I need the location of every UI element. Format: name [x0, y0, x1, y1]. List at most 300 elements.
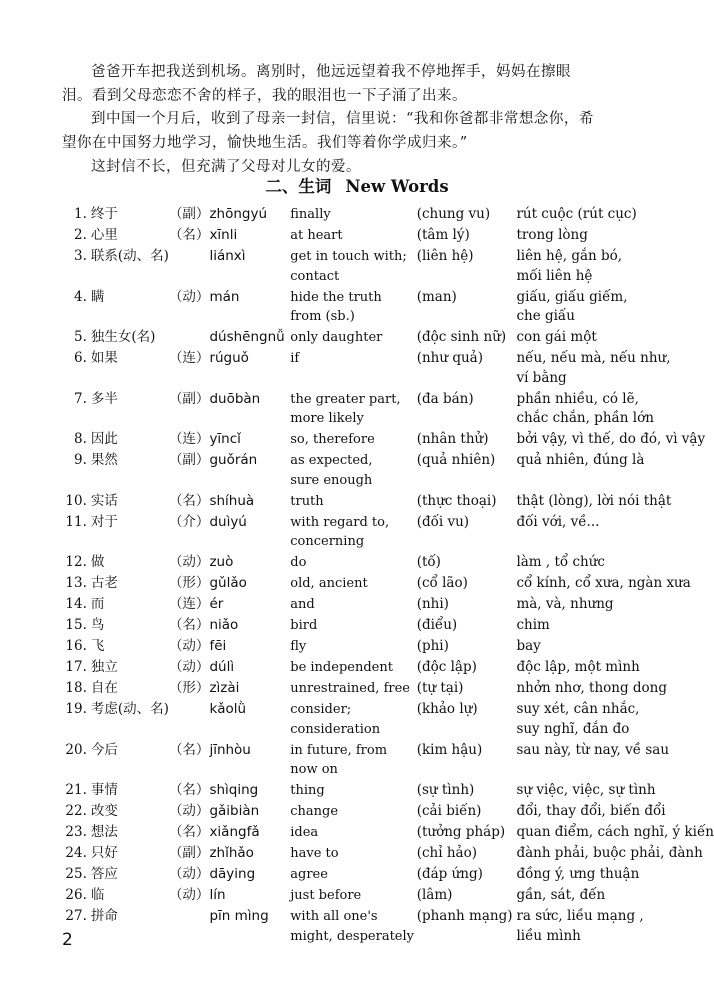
- vocab-part-of-speech: （名）: [168, 492, 210, 509]
- section-title-english: New Words: [345, 177, 449, 196]
- vocab-english-line: in future, from: [290, 742, 388, 758]
- vocab-english-line: bird: [290, 618, 318, 633]
- vocab-chinese-word: 只好: [90, 845, 118, 861]
- vocab-hanviet: [417, 574, 517, 594]
- vocab-english-line: the greater part,: [290, 391, 401, 407]
- vocab-chinese-word: 鸟: [90, 617, 105, 633]
- vocab-row: [60, 288, 714, 327]
- vocab-vietnamese-line: trong lòng: [516, 227, 588, 243]
- vocab-english-line: idea: [290, 825, 319, 840]
- vocab-row: [60, 637, 714, 657]
- vocab-vietnamese-line: quan điểm, cách nghĩ, ý kiến: [516, 824, 714, 840]
- vocab-row: [60, 658, 714, 678]
- vocab-number: 17.: [65, 659, 87, 675]
- vocab-part-of-speech: （介）: [168, 513, 210, 530]
- vocab-chinese-word: 考虑(动、名): [90, 701, 169, 717]
- vocab-hanviet-line: (như quả): [416, 350, 483, 366]
- vocab-english: [290, 616, 416, 636]
- vocab-vietnamese: [516, 907, 714, 946]
- vocab-english-line: just before: [290, 888, 362, 903]
- vocab-part-of-speech: [169, 907, 210, 946]
- vocab-hanviet-line: (kim hậu): [416, 741, 483, 758]
- vocab-english-line: more likely: [290, 411, 364, 426]
- vocab-vietnamese: [516, 513, 714, 552]
- vocab-row: [60, 247, 714, 286]
- vocab-part-of-speech: （动）: [168, 288, 210, 305]
- vocab-hanviet-line: (nhi): [416, 596, 449, 612]
- vocab-number: 9.: [74, 452, 87, 468]
- vocab-chinese-word: 终于: [90, 206, 118, 222]
- vocab-english-line: with all one's: [290, 909, 378, 924]
- vocab-english-line: so, therefore: [290, 432, 375, 447]
- vocab-hanviet: [417, 288, 517, 327]
- text-line: 泪。看到父母恋恋不舍的样子，我的眼泪也一下子涌了出来。: [62, 88, 467, 104]
- vocab-english-line: finally: [290, 207, 331, 222]
- vocab-hanviet-line: (thực thoại): [416, 492, 497, 509]
- vocab-part-of-speech: （名）: [168, 741, 210, 758]
- vocab-part-of-speech: （动）: [168, 866, 210, 882]
- vocab-pinyin: duōbàn: [209, 390, 261, 407]
- vocab-row: [60, 741, 714, 780]
- vocab-chinese-word: 飞: [90, 638, 105, 654]
- vocab-vietnamese-line: [516, 471, 714, 491]
- vocab-row: [60, 679, 714, 699]
- vocab-vietnamese: [516, 886, 714, 906]
- vocab-part-of-speech: （名）: [168, 617, 210, 633]
- vocab-hanviet-line: [417, 369, 517, 389]
- vocab-hanviet: [417, 205, 517, 225]
- vocab-vietnamese: [516, 637, 714, 657]
- vocab-chinese-word: 而: [90, 596, 105, 612]
- vocab-english: [290, 513, 416, 552]
- vocab-english-line: thing: [290, 783, 325, 798]
- vocab-pinyin: kǎolǜ: [209, 701, 247, 717]
- vocab-part-of-speech: [169, 328, 210, 348]
- vocab-pinyin: zuò: [209, 554, 234, 570]
- vocab-number: 21.: [65, 782, 87, 798]
- vocab-pinyin: rúguǒ: [209, 350, 249, 366]
- vocab-vietnamese: [516, 288, 714, 327]
- vocab-part-of-speech: （名）: [168, 824, 210, 840]
- vocab-hanviet-line: (nhân thử): [416, 431, 489, 447]
- vocab-vietnamese-line: bởi vậy, vì thế, do đó, vì vậy: [516, 431, 706, 447]
- vocab-number: 27.: [65, 908, 87, 924]
- vocab-hanviet: [417, 823, 517, 843]
- vocab-english-line: and: [290, 597, 315, 612]
- vocab-row: [60, 390, 714, 429]
- vocab-part-of-speech: （连）: [168, 350, 210, 366]
- vocab-hanviet-line: (quả nhiên): [416, 452, 496, 468]
- vocab-number: 26.: [65, 887, 87, 903]
- vocab-pinyin: xiǎngfǎ: [209, 824, 260, 840]
- vocab-vietnamese-line: ví bằng: [516, 369, 567, 386]
- vocab-row: [60, 907, 714, 946]
- vocab-hanviet-line: (tâm lý): [416, 227, 470, 243]
- vocab-row: [60, 823, 714, 843]
- vocab-part-of-speech: （动）: [168, 554, 210, 570]
- vocab-number: 15.: [65, 617, 87, 633]
- vocab-vietnamese-line: chắc chắn, phần lớn: [516, 410, 654, 426]
- vocab-part-of-speech: （连）: [168, 596, 210, 612]
- vocab-vietnamese-line: bay: [516, 638, 541, 654]
- vocab-chinese-word: 如果: [90, 350, 118, 366]
- vocab-english: [290, 595, 416, 615]
- story-paragraph-1: [62, 60, 666, 108]
- text-line: 到中国一个月后，收到了母亲一封信，信里说：“我和你爸都非常想念你，希: [91, 111, 594, 127]
- vocab-english-line: as expected,: [290, 453, 373, 468]
- vocab-english: [290, 886, 416, 906]
- vocab-part-of-speech: （形）: [168, 680, 210, 696]
- vocab-vietnamese: [516, 247, 714, 286]
- vocab-english: [290, 430, 416, 450]
- vocab-pinyin: yīncǐ: [209, 431, 241, 447]
- vocab-english-line: change: [290, 804, 339, 819]
- vocab-vietnamese-line: sau này, từ nay, về sau: [516, 741, 670, 758]
- vocab-english: [290, 700, 416, 739]
- vocab-pinyin: gǎibiàn: [209, 803, 260, 819]
- page-number: 2: [62, 930, 73, 950]
- vocab-chinese-word: 联系(动、名): [90, 248, 169, 264]
- vocab-hanviet: [417, 886, 517, 906]
- vocab-chinese-word: 独立: [90, 659, 118, 675]
- vocab-number: 16.: [65, 638, 87, 654]
- vocab-number: 5.: [74, 329, 87, 345]
- vocab-hanviet-line: (lâm): [416, 887, 453, 903]
- vocab-hanviet: [417, 802, 517, 822]
- vocab-hanviet-line: (man): [416, 288, 457, 305]
- vocab-hanviet-line: [417, 927, 517, 947]
- vocab-pinyin: ér: [209, 596, 224, 612]
- vocab-chinese-word: 做: [90, 554, 105, 570]
- vocab-english: [290, 637, 416, 657]
- vocab-vietnamese-line: nhởn nhơ, thong dong: [516, 680, 668, 696]
- vocab-pinyin: niǎo: [209, 617, 239, 633]
- vocab-hanviet-line: (điểu): [416, 617, 458, 633]
- vocab-pinyin: jīnhòu: [209, 741, 251, 758]
- vocab-hanviet: [417, 637, 517, 657]
- vocab-hanviet: [417, 658, 517, 678]
- vocab-pinyin: pīn mìng: [209, 908, 269, 924]
- vocab-chinese-word: 临: [90, 887, 105, 903]
- vocab-pinyin: mán: [209, 288, 240, 305]
- vocab-english-line: [290, 369, 416, 389]
- vocab-number: 22.: [65, 803, 87, 819]
- vocab-english-line: sure enough: [290, 472, 373, 488]
- vocab-english: [290, 226, 416, 246]
- vocab-english: [290, 658, 416, 678]
- vocab-row: [60, 328, 714, 348]
- text-line: 爸爸开车把我送到机场。离别时，他远远望着我不停地挥手，妈妈在擦眼: [91, 64, 571, 80]
- vocab-chinese-word: 独生女(名): [90, 329, 156, 345]
- vocab-row: [60, 553, 714, 573]
- story-paragraph-2: [62, 107, 666, 155]
- vocab-vietnamese: [516, 451, 714, 490]
- vocab-english: [290, 247, 416, 286]
- vocab-vietnamese-line: đối với, về...: [516, 513, 600, 530]
- vocab-hanviet-line: (đối vu): [416, 513, 470, 530]
- vocab-hanviet: [417, 616, 517, 636]
- vocab-chinese-word: 改变: [90, 803, 118, 819]
- vocab-number: 13.: [65, 575, 87, 591]
- vocab-hanviet: [417, 492, 517, 512]
- vocab-row: [60, 430, 714, 450]
- vocab-pinyin: dúlì: [209, 659, 235, 675]
- vocab-vietnamese: [516, 700, 714, 739]
- vocab-vietnamese-line: đồng ý, ưng thuận: [516, 866, 640, 882]
- vocab-vietnamese-line: suy xét, cân nhắc,: [516, 701, 640, 717]
- vocab-hanviet: [417, 595, 517, 615]
- vocab-pinyin: liánxì: [209, 248, 246, 264]
- vocab-chinese-word: 事情: [90, 782, 118, 798]
- vocab-english: [290, 553, 416, 573]
- vocab-hanviet-line: (phanh mạng): [416, 908, 513, 924]
- vocab-english: [290, 679, 416, 699]
- vocab-vietnamese: [516, 595, 714, 615]
- vocab-vietnamese: [516, 205, 714, 225]
- vocab-vietnamese-line: suy nghĩ, đắn đo: [516, 720, 630, 737]
- vocab-chinese-word: 心里: [90, 227, 118, 243]
- vocab-vietnamese: [516, 492, 714, 512]
- vocab-number: 8.: [74, 431, 87, 447]
- vocab-english: [290, 574, 416, 594]
- vocab-row: [60, 865, 714, 885]
- vocab-vietnamese: [516, 741, 714, 780]
- vocab-vietnamese-line: che giấu: [516, 308, 575, 324]
- vocab-pinyin: fēi: [209, 638, 227, 654]
- vocab-chinese-word: 果然: [90, 452, 118, 468]
- vocab-pinyin: shìqing: [209, 782, 259, 798]
- vocab-row: [60, 513, 714, 552]
- vocab-vietnamese-line: cổ kính, cổ xưa, ngàn xưa: [516, 575, 691, 591]
- vocab-part-of-speech: （连）: [168, 431, 210, 447]
- vocab-part-of-speech: （副）: [168, 452, 210, 468]
- vocab-english: [290, 328, 416, 348]
- vocab-hanviet-line: (liên hệ): [416, 248, 474, 264]
- vocab-english-line: get in touch with;: [290, 249, 407, 264]
- vocab-row: [60, 802, 714, 822]
- vocab-hanviet-line: (tự tại): [416, 680, 464, 696]
- vocab-row: [60, 451, 714, 490]
- vocab-hanviet-line: (chỉ hảo): [416, 845, 477, 861]
- vocab-hanviet-line: (cổ lão): [416, 575, 468, 591]
- vocab-english-line: fly: [290, 639, 307, 654]
- vocab-hanviet-line: (chung vu): [416, 206, 491, 222]
- vocab-english-line: do: [290, 555, 307, 570]
- vocab-vietnamese: [516, 574, 714, 594]
- vocab-row: [60, 616, 714, 636]
- vocab-vietnamese-line: độc lập, một mình: [516, 659, 640, 675]
- vocab-hanviet-line: (độc lập): [416, 659, 477, 675]
- vocab-hanviet: [417, 390, 517, 429]
- vocab-part-of-speech: （副）: [168, 390, 210, 407]
- vocab-hanviet: [417, 907, 517, 946]
- vocab-pinyin: lín: [209, 887, 226, 903]
- vocab-number: 6.: [74, 350, 87, 366]
- vocab-row: [60, 492, 714, 512]
- vocab-vietnamese-line: nếu, nếu mà, nếu như,: [516, 350, 671, 366]
- vocab-pinyin: zhǐhǎo: [209, 845, 254, 861]
- vocab-vietnamese-line: mối liên hệ: [516, 267, 593, 284]
- vocab-vietnamese: [516, 226, 714, 246]
- vocab-vietnamese: [516, 616, 714, 636]
- vocab-hanviet: [417, 553, 517, 573]
- vocab-hanviet: [417, 328, 517, 348]
- vocab-vietnamese-line: quả nhiên, đúng là: [516, 452, 645, 468]
- vocab-number: 10.: [65, 492, 87, 509]
- vocab-chinese-word: 因此: [90, 431, 118, 447]
- vocab-hanviet-line: (tưởng pháp): [416, 824, 506, 840]
- vocab-number: 18.: [65, 680, 87, 696]
- vocab-chinese-word: 答应: [90, 866, 118, 882]
- vocab-hanviet: [417, 349, 517, 388]
- vocab-row: [60, 781, 714, 801]
- vocab-vietnamese-line: con gái một: [516, 329, 597, 345]
- vocab-number: 12.: [65, 554, 87, 570]
- vocab-vietnamese: [516, 553, 714, 573]
- vocab-english: [290, 802, 416, 822]
- vocab-pinyin: xīnli: [209, 227, 238, 243]
- vocab-vietnamese-line: gần, sát, đến: [516, 887, 606, 903]
- vocab-vietnamese-line: mà, và, nhưng: [516, 596, 614, 612]
- vocab-row: [60, 205, 714, 225]
- vocab-chinese-word: 自在: [90, 680, 118, 696]
- vocab-vietnamese: [516, 865, 714, 885]
- vocab-vietnamese: [516, 679, 714, 699]
- vocab-english-line: agree: [290, 867, 328, 882]
- vocab-english-line: hide the truth: [290, 289, 382, 305]
- vocab-number: 23.: [65, 824, 87, 840]
- vocab-english-line: consider;: [290, 702, 352, 717]
- text-line: 望你在中国努力地学习，愉快地生活。我们等着你学成归来。”: [62, 135, 468, 151]
- vocab-hanviet: [417, 741, 517, 780]
- vocab-pinyin: shíhuà: [209, 492, 255, 509]
- vocab-english-line: be independent: [290, 660, 393, 675]
- vocab-english-line: from (sb.): [290, 309, 355, 324]
- vocab-part-of-speech: （动）: [168, 803, 210, 819]
- vocab-number: 3.: [74, 248, 87, 264]
- vocab-part-of-speech: （动）: [168, 638, 210, 654]
- vocab-hanviet: [417, 430, 517, 450]
- vocab-chinese-word: 对于: [90, 513, 118, 530]
- section-heading: [0, 173, 714, 197]
- vocab-english: [290, 492, 416, 512]
- vocab-hanviet: [417, 865, 517, 885]
- vocab-pinyin: duìyú: [209, 513, 247, 530]
- vocab-number: 2.: [74, 227, 87, 243]
- vocab-english-line: might, desperately: [290, 928, 415, 944]
- vocab-part-of-speech: （副）: [168, 206, 210, 222]
- vocab-number: 19.: [65, 701, 87, 717]
- vocab-vietnamese-line: thật (lòng), lời nói thật: [516, 492, 672, 509]
- vocab-hanviet: [417, 247, 517, 286]
- vocab-chinese-word: 多半: [90, 390, 118, 407]
- vocab-hanviet-line: [417, 471, 517, 491]
- vocab-number: 25.: [65, 866, 87, 882]
- vocab-hanviet: [417, 679, 517, 699]
- vocab-vietnamese-line: phần nhiều, có lẽ,: [516, 390, 639, 407]
- vocab-english: [290, 451, 416, 490]
- vocab-part-of-speech: [169, 247, 210, 286]
- vocab-number: 4.: [74, 288, 87, 305]
- vocab-vietnamese-line: rút cuộc (rút cục): [516, 206, 637, 222]
- vocab-vietnamese: [516, 390, 714, 429]
- vocab-row: [60, 349, 714, 388]
- vocab-row: [60, 595, 714, 615]
- vocab-english: [290, 844, 416, 864]
- vocab-english-line: have to: [290, 846, 339, 861]
- vocab-part-of-speech: （名）: [168, 227, 210, 243]
- vocab-chinese-word: 古老: [90, 575, 118, 591]
- vocab-english-line: unrestrained, free: [290, 681, 410, 696]
- vocab-english: [290, 741, 416, 780]
- vocab-english: [290, 865, 416, 885]
- vocab-english-line: consideration: [290, 721, 381, 737]
- vocab-hanviet-line: (phi): [416, 638, 449, 654]
- vocab-row: [60, 700, 714, 739]
- vocab-hanviet-line: (cải biến): [416, 803, 482, 819]
- vocab-number: 14.: [65, 596, 87, 612]
- vocab-row: [60, 574, 714, 594]
- vocab-part-of-speech: （副）: [168, 845, 210, 861]
- vocab-english: [290, 781, 416, 801]
- vocab-vietnamese-line: làm , tổ chức: [516, 554, 605, 570]
- vocab-number: 1.: [74, 206, 87, 222]
- vocab-vietnamese-line: ra sức, liều mạng ,: [516, 908, 644, 924]
- vocab-hanviet: [417, 513, 517, 552]
- vocab-row: [60, 844, 714, 864]
- vocab-chinese-word: 拼命: [90, 908, 118, 924]
- vocab-hanviet: [417, 226, 517, 246]
- vocab-number: 24.: [65, 845, 87, 861]
- vocab-english: [290, 288, 416, 327]
- vocab-vietnamese: [516, 328, 714, 348]
- vocab-english: [290, 823, 416, 843]
- vocab-english-line: if: [290, 351, 300, 366]
- vocab-row: [60, 886, 714, 906]
- vocab-vietnamese-line: chim: [516, 617, 550, 633]
- vocab-english: [290, 907, 416, 946]
- vocab-vietnamese: [516, 349, 714, 388]
- vocab-hanviet: [417, 844, 517, 864]
- vocab-english: [290, 390, 416, 429]
- vocab-chinese-word: 想法: [90, 824, 118, 840]
- vocab-vietnamese-line: liều mình: [516, 927, 581, 944]
- vocab-hanviet: [417, 451, 517, 490]
- vocab-vietnamese-line: đổi, thay đổi, biến đổi: [516, 803, 666, 819]
- vocab-chinese-word: 实话: [90, 492, 118, 509]
- vocab-vietnamese: [516, 430, 714, 450]
- vocab-english-line: contact: [290, 268, 340, 284]
- vocab-vietnamese: [516, 823, 714, 843]
- vocab-part-of-speech: （形）: [168, 575, 210, 591]
- vocab-english-line: truth: [290, 493, 324, 509]
- vocab-pinyin: dāying: [209, 866, 256, 882]
- section-title-chinese: 二、生词: [265, 177, 332, 196]
- vocabulary-table: [60, 205, 714, 948]
- vocab-vietnamese: [516, 658, 714, 678]
- vocab-pinyin: guǒrán: [209, 452, 258, 468]
- vocab-english-line: old, ancient: [290, 576, 368, 591]
- vocab-row: [60, 226, 714, 246]
- vocab-pinyin: zhōngyú: [209, 206, 268, 222]
- vocab-pinyin: gǔlǎo: [209, 575, 247, 591]
- vocab-hanviet-line: (sự tình): [416, 782, 475, 798]
- vocab-hanviet-line: (khảo lự): [416, 701, 478, 717]
- vocab-part-of-speech: [169, 700, 210, 739]
- vocab-english-line: at heart: [290, 228, 343, 243]
- vocab-english-line: only daughter: [290, 330, 383, 345]
- vocab-english: [290, 205, 416, 225]
